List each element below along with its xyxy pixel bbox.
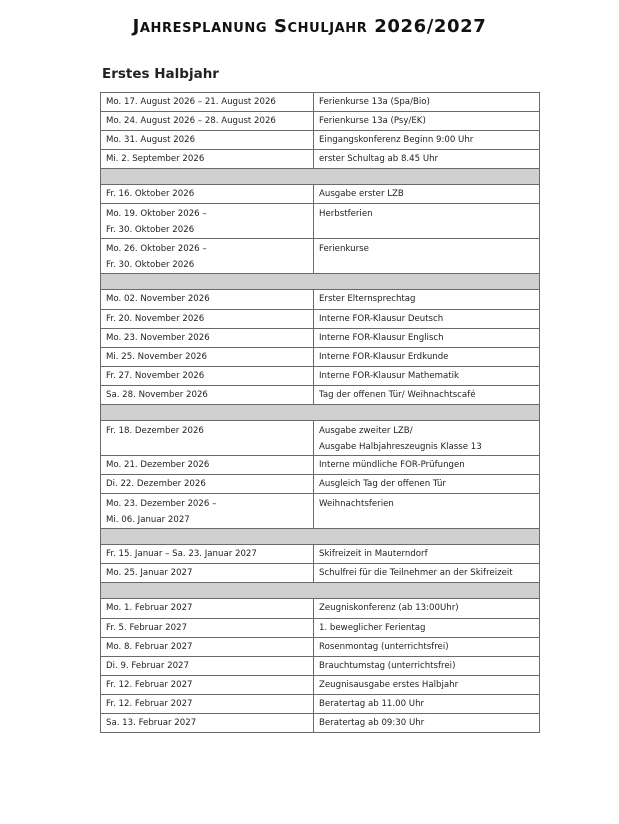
table-row [101, 713, 540, 732]
date-cell-text: Mo. 19. Oktober 2026 – [106, 209, 207, 220]
date-cell [101, 385, 314, 404]
event-cell [314, 475, 540, 494]
table-row [101, 494, 540, 529]
date-cell-text: Mi. 06. Januar 2027 [106, 515, 190, 526]
event-cell-text: Zeugniskonferenz (ab 13:00Uhr) [319, 603, 459, 614]
date-cell [101, 185, 314, 204]
date-cell-text: Sa. 13. Februar 2027 [106, 717, 197, 728]
event-cell-text: Ferienkurse 13a (Psy/EK) [319, 116, 426, 127]
date-cell [101, 366, 314, 385]
date-cell [101, 204, 314, 239]
table-row [101, 421, 540, 456]
date-cell [101, 694, 314, 713]
event-cell-text: Beratertag ab 09:30 Uhr [319, 717, 425, 728]
event-cell-text: Ausgabe erster LZB [319, 189, 404, 200]
event-cell [314, 150, 540, 169]
date-cell-text: Mo. 8. Februar 2027 [106, 641, 193, 652]
date-cell [101, 421, 314, 456]
table-row [101, 328, 540, 347]
date-cell-text: Mo. 31. August 2026 [106, 135, 196, 146]
table-row [101, 545, 540, 564]
event-cell [314, 656, 540, 675]
event-cell [314, 93, 540, 112]
event-cell [314, 185, 540, 204]
date-cell [101, 131, 314, 150]
table-row [101, 131, 540, 150]
date-cell [101, 618, 314, 637]
table-row [101, 347, 540, 366]
event-cell [314, 675, 540, 694]
event-cell-text: Interne FOR-Klausur Erdkunde [319, 351, 449, 362]
section-heading: Erstes Halbjahr [102, 66, 219, 82]
event-cell-text: Schulfrei für die Teilnehmer an der Skifreizeit [319, 568, 513, 579]
event-cell [314, 494, 540, 529]
page-title: Jahresplanung Schuljahr 2026/2027 [132, 16, 487, 37]
separator-cell [101, 529, 540, 545]
event-cell [314, 366, 540, 385]
event-cell-text: Interne FOR-Klausur Deutsch [319, 313, 444, 324]
event-cell [314, 618, 540, 637]
table-row [101, 385, 540, 404]
event-cell [314, 564, 540, 583]
date-cell-text: Mi. 2. September 2026 [106, 154, 205, 165]
date-cell [101, 347, 314, 366]
event-cell-text: Weihnachtsferien [319, 499, 394, 510]
event-cell [314, 239, 540, 274]
event-cell-text: 1. beweglicher Ferientag [319, 622, 426, 633]
date-cell-text: Fr. 5. Februar 2027 [106, 622, 188, 633]
date-cell-text: Fr. 15. Januar – Sa. 23. Januar 2027 [106, 549, 257, 560]
event-cell-text: Eingangskonferenz Beginn 9:00 Uhr [319, 135, 474, 146]
separator-cell [101, 405, 540, 421]
date-cell-text: Mo. 26. Oktober 2026 – [106, 244, 207, 255]
table-row [101, 694, 540, 713]
table-row [101, 637, 540, 656]
event-cell [314, 290, 540, 309]
event-cell-text: Tag der offenen Tür/ Weihnachtscafé [319, 389, 476, 400]
date-cell-text: Mo. 02. November 2026 [106, 294, 210, 305]
event-cell-text: Erster Elternsprechtag [319, 294, 416, 305]
event-cell-text: Beratertag ab 11.00 Uhr [319, 698, 425, 709]
event-cell [314, 131, 540, 150]
event-cell-text: Interne mündliche FOR-Prüfungen [319, 460, 465, 471]
date-cell [101, 675, 314, 694]
event-cell-text: Rosenmontag (unterrichtsfrei) [319, 641, 449, 652]
event-cell-text: Ferienkurse [319, 244, 369, 255]
separator-cell [101, 169, 540, 185]
table-row [101, 675, 540, 694]
event-cell-text: Ausgleich Tag der offenen Tür [319, 479, 446, 490]
date-cell [101, 494, 314, 529]
table-row [101, 475, 540, 494]
date-cell [101, 309, 314, 328]
schedule-table-body [101, 93, 540, 733]
schedule-table [100, 92, 540, 733]
separator-cell [101, 274, 540, 290]
table-separator-row [101, 274, 540, 290]
date-cell [101, 239, 314, 274]
date-cell-text: Mo. 1. Februar 2027 [106, 603, 193, 614]
date-cell-text: Sa. 28. November 2026 [106, 389, 208, 400]
table-row [101, 309, 540, 328]
date-cell-text: Fr. 20. November 2026 [106, 313, 205, 324]
date-cell-text: Fr. 12. Februar 2027 [106, 679, 193, 690]
event-cell-text: Ausgabe Halbjahreszeugnis Klasse 13 [319, 442, 482, 453]
date-cell-text: Fr. 27. November 2026 [106, 370, 205, 381]
date-cell [101, 290, 314, 309]
event-cell [314, 347, 540, 366]
event-cell-text: Herbstferien [319, 209, 373, 220]
date-cell [101, 328, 314, 347]
event-cell [314, 385, 540, 404]
date-cell-text: Fr. 30. Oktober 2026 [106, 225, 195, 236]
table-row [101, 564, 540, 583]
table-separator-row [101, 529, 540, 545]
table-row [101, 93, 540, 112]
date-cell [101, 112, 314, 131]
date-cell [101, 150, 314, 169]
table-row [101, 599, 540, 618]
event-cell [314, 545, 540, 564]
date-cell-text: Mo. 24. August 2026 – 28. August 2026 [106, 116, 276, 127]
date-cell [101, 545, 314, 564]
date-cell-text: Fr. 30. Oktober 2026 [106, 260, 195, 271]
date-cell-text: Mo. 23. Dezember 2026 – [106, 499, 217, 510]
event-cell-text: Brauchtumstag (unterrichtsfrei) [319, 660, 456, 671]
date-cell-text: Mo. 23. November 2026 [106, 332, 210, 343]
table-separator-row [101, 583, 540, 599]
event-cell-text: Interne FOR-Klausur Mathematik [319, 370, 459, 381]
table-row [101, 185, 540, 204]
table-row [101, 239, 540, 274]
separator-cell [101, 583, 540, 599]
event-cell-text: Interne FOR-Klausur Englisch [319, 332, 444, 343]
date-cell [101, 93, 314, 112]
table-row [101, 204, 540, 239]
date-cell [101, 456, 314, 475]
table-row [101, 150, 540, 169]
date-cell-text: Mo. 25. Januar 2027 [106, 568, 193, 579]
date-cell-text: Fr. 18. Dezember 2026 [106, 426, 204, 437]
date-cell-text: Mi. 25. November 2026 [106, 351, 207, 362]
event-cell [314, 309, 540, 328]
table-separator-row [101, 169, 540, 185]
event-cell-text: erster Schultag ab 8.45 Uhr [319, 154, 439, 165]
date-cell-text: Mo. 21. Dezember 2026 [106, 460, 210, 471]
event-cell [314, 637, 540, 656]
date-cell-text: Fr. 16. Oktober 2026 [106, 189, 195, 200]
date-cell-text: Fr. 12. Februar 2027 [106, 698, 193, 709]
event-cell [314, 112, 540, 131]
table-row [101, 456, 540, 475]
date-cell [101, 637, 314, 656]
table-row [101, 366, 540, 385]
date-cell [101, 713, 314, 732]
date-cell-text: Di. 22. Dezember 2026 [106, 479, 206, 490]
event-cell [314, 599, 540, 618]
event-cell [314, 328, 540, 347]
event-cell [314, 421, 540, 456]
table-row [101, 656, 540, 675]
event-cell-text: Skifreizeit in Mauterndorf [319, 549, 428, 560]
event-cell [314, 694, 540, 713]
date-cell [101, 475, 314, 494]
date-cell-text: Mo. 17. August 2026 – 21. August 2026 [106, 97, 276, 107]
event-cell-text: Zeugnisausgabe erstes Halbjahr [319, 679, 459, 690]
date-cell [101, 599, 314, 618]
date-cell [101, 656, 314, 675]
event-cell-text: Ferienkurse 13a (Spa/Bio) [319, 97, 430, 107]
table-row [101, 112, 540, 131]
date-cell-text: Di. 9. Februar 2027 [106, 660, 189, 671]
event-cell-text: Ausgabe zweiter LZB/ [319, 426, 413, 437]
event-cell [314, 204, 540, 239]
table-separator-row [101, 405, 540, 421]
table-row [101, 290, 540, 309]
event-cell [314, 456, 540, 475]
table-row [101, 618, 540, 637]
event-cell [314, 713, 540, 732]
date-cell [101, 564, 314, 583]
